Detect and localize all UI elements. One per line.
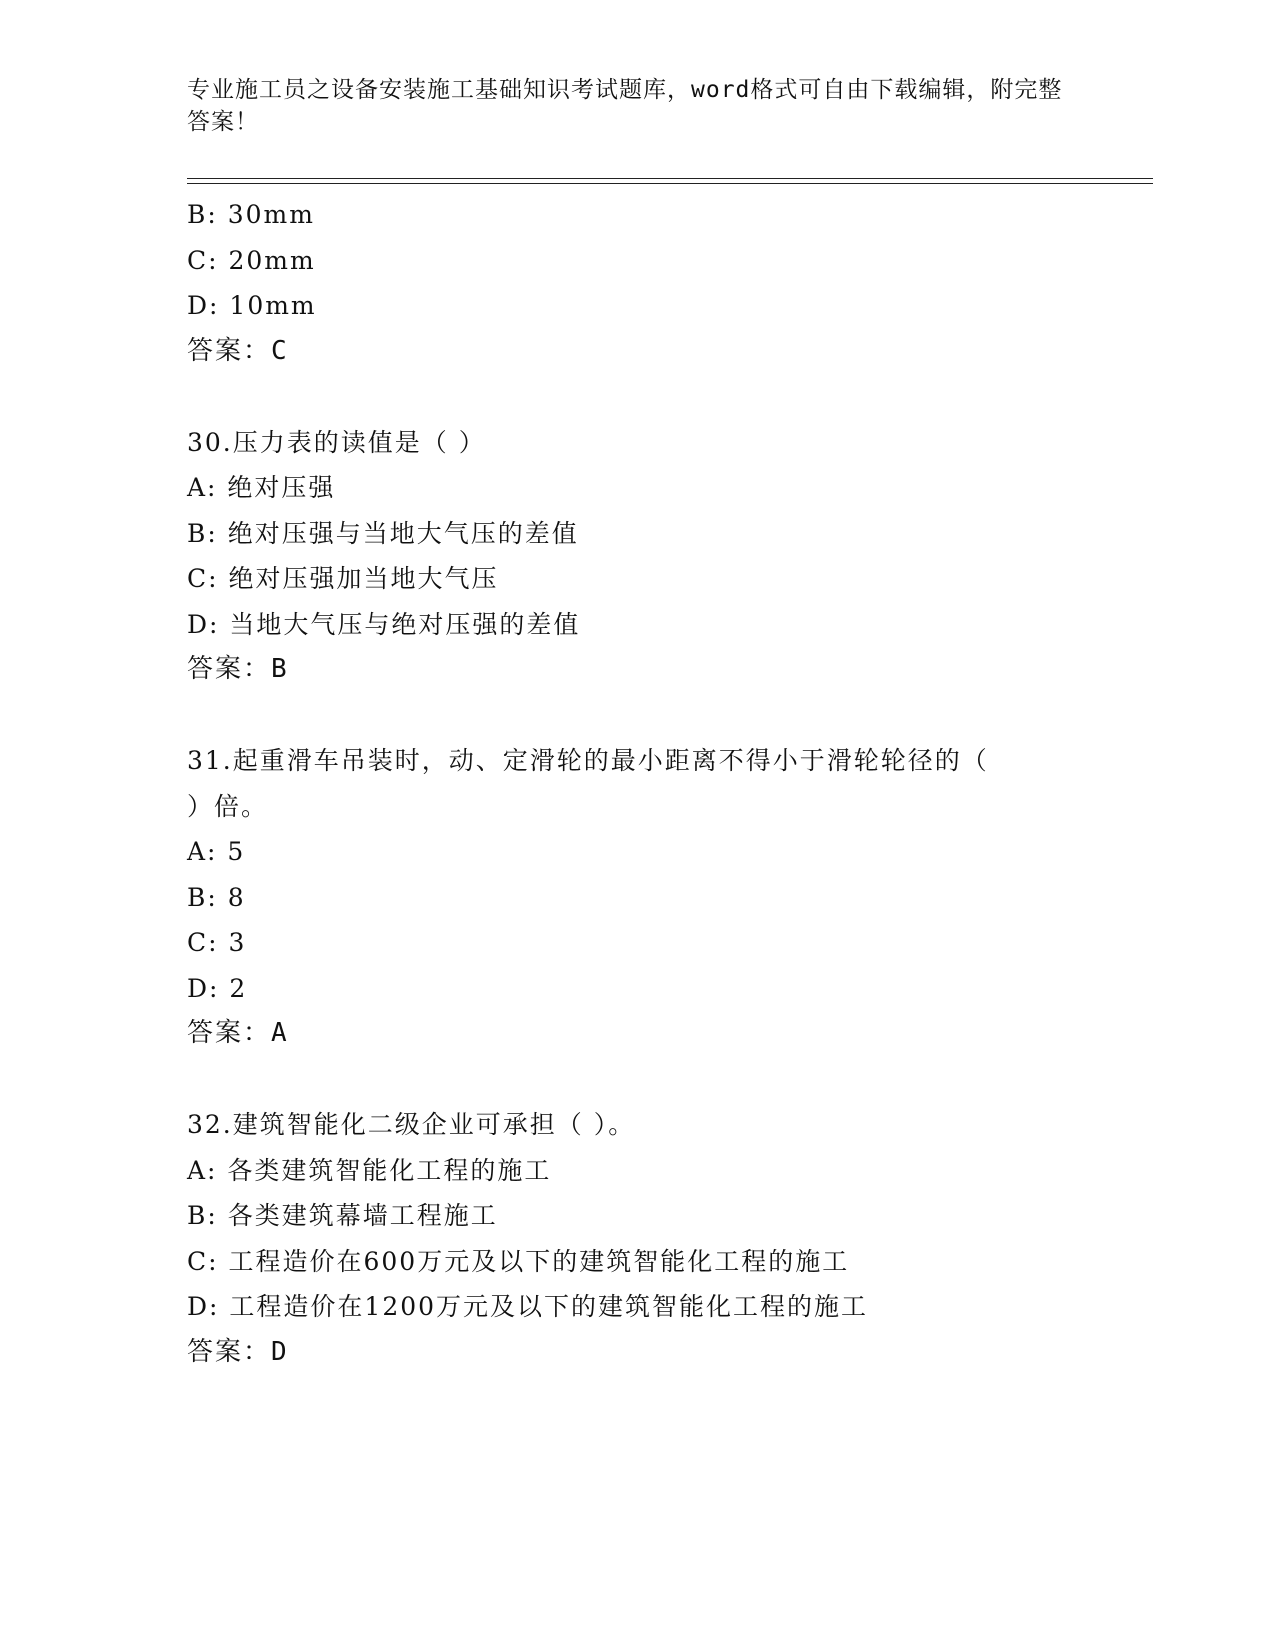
option-c: C: 20mm <box>187 245 316 275</box>
option-b: B: 8 <box>187 882 246 912</box>
spacer <box>187 374 1147 420</box>
answer-line: 答案：D <box>187 1336 289 1367</box>
question-text: 32.建筑智能化二级企业可承担（ ）。 <box>187 1110 636 1139</box>
option-b: B: 30mm <box>187 200 315 229</box>
answer-line: 答案：A <box>187 1018 289 1048</box>
question-31 <box>187 738 1147 1057</box>
answer-line: 答案：C <box>187 335 289 366</box>
option-d: D: 当地大气压与绝对压强的差值 <box>187 609 581 639</box>
spacer <box>187 693 1147 739</box>
answer-line: 答案：B <box>187 654 289 684</box>
spacer <box>187 1057 1147 1103</box>
continued-question <box>187 192 1147 374</box>
option-d: D: 10mm <box>187 291 317 320</box>
option-a: A: 绝对压强 <box>187 473 336 502</box>
document-header: 专业施工员之设备安装施工基础知识考试题库，word格式可自由下载编辑，附完整答案！ <box>187 77 1063 135</box>
question-text-continued: ）倍。 <box>187 791 269 821</box>
option-b: B: 各类建筑幕墙工程施工 <box>187 1201 498 1230</box>
question-30 <box>187 420 1147 693</box>
question-list <box>187 192 1147 1375</box>
option-c: C: 3 <box>187 928 247 957</box>
option-d: D: 工程造价在1200万元及以下的建筑智能化工程的施工 <box>187 1292 869 1321</box>
option-d: D: 2 <box>187 973 248 1003</box>
option-c: C: 绝对压强加当地大气压 <box>187 564 499 593</box>
question-32 <box>187 1102 1147 1375</box>
question-text: 30.压力表的读值是（ ） <box>187 427 486 457</box>
option-b: B: 绝对压强与当地大气压的差值 <box>187 518 579 548</box>
option-a: A: 各类建筑智能化工程的施工 <box>187 1155 552 1185</box>
option-c: C: 工程造价在600万元及以下的建筑智能化工程的施工 <box>187 1246 850 1276</box>
header-rule-top <box>187 178 1153 179</box>
option-a: A: 5 <box>187 837 246 866</box>
header-rule-bottom <box>187 183 1153 184</box>
question-text: 31.起重滑车吊装时，动、定滑轮的最小距离不得小于滑轮轮径的（ <box>187 746 989 775</box>
